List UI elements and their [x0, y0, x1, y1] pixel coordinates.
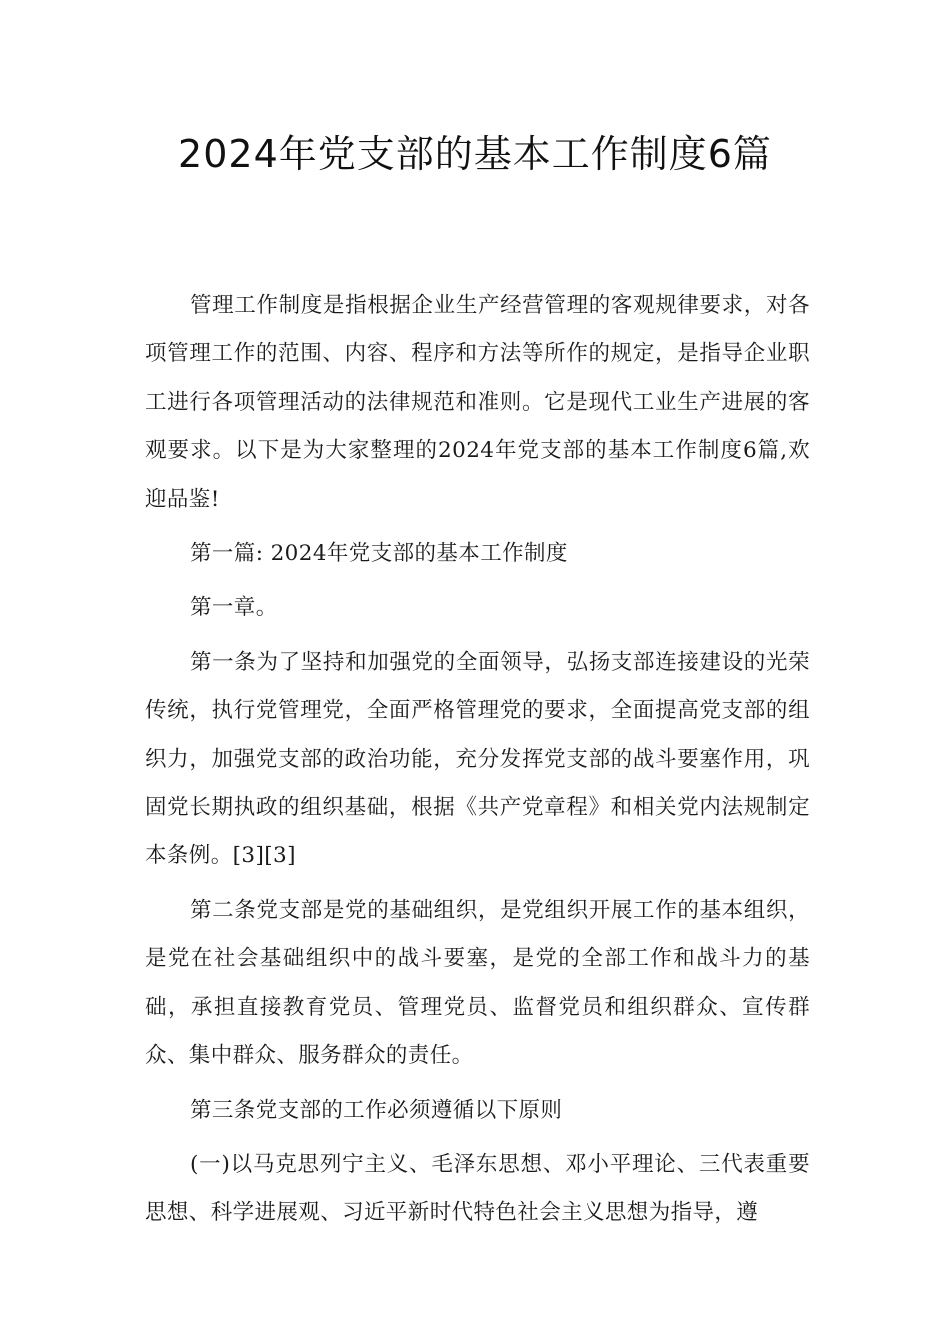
chapter-heading: 第一章。 — [190, 595, 278, 621]
article-2-paragraph: 第二条党支部是党的基础组织，是党组织开展工作的基本组织，是党在社会基础组织中的战斗要塞，是党的全部工作和战斗力的基础，承担直接教育党员、管理党员、监督党员和组织群众、宣传群众、集中群众、服务群众的责任。 — [145, 897, 810, 1069]
document-title: 2024年党支部的基本工作制度6篇 — [178, 132, 772, 176]
principle-1-paragraph: (一)以马克思列宁主义、毛泽东思想、邓小平理论、三代表重要思想、科学进展观、习近平新时代特色社会主义思想为指导，遵 — [145, 1151, 810, 1226]
article-1-paragraph: 第一条为了坚持和加强党的全面领导，弘扬支部连接建设的光荣传统，执行党管理党，全面严格管理党的要求，全面提高党支部的组织力，加强党支部的政治功能，充分发挥党支部的战斗要塞作用，巩固党长期执政的组织基础，根据《共产党章程》和相关党内法规制定本条例。[3][3] — [145, 649, 810, 869]
intro-paragraph: 管理工作制度是指根据企业生产经营管理的客观规律要求，对各项管理工作的范围、内容、程序和方法等所作的规定，是指导企业职工进行各项管理活动的法律规范和准则。它是现代工业生产进展的客观要求。以下是为大家整理的2024年党支部的基本工作制度6篇,欢迎品鉴! — [145, 293, 810, 512]
document-body — [145, 282, 810, 1238]
section-heading: 第一篇: 2024年党支部的基本工作制度 — [190, 541, 568, 567]
article-3-paragraph: 第三条党支部的工作必须遵循以下原则 — [190, 1097, 563, 1123]
